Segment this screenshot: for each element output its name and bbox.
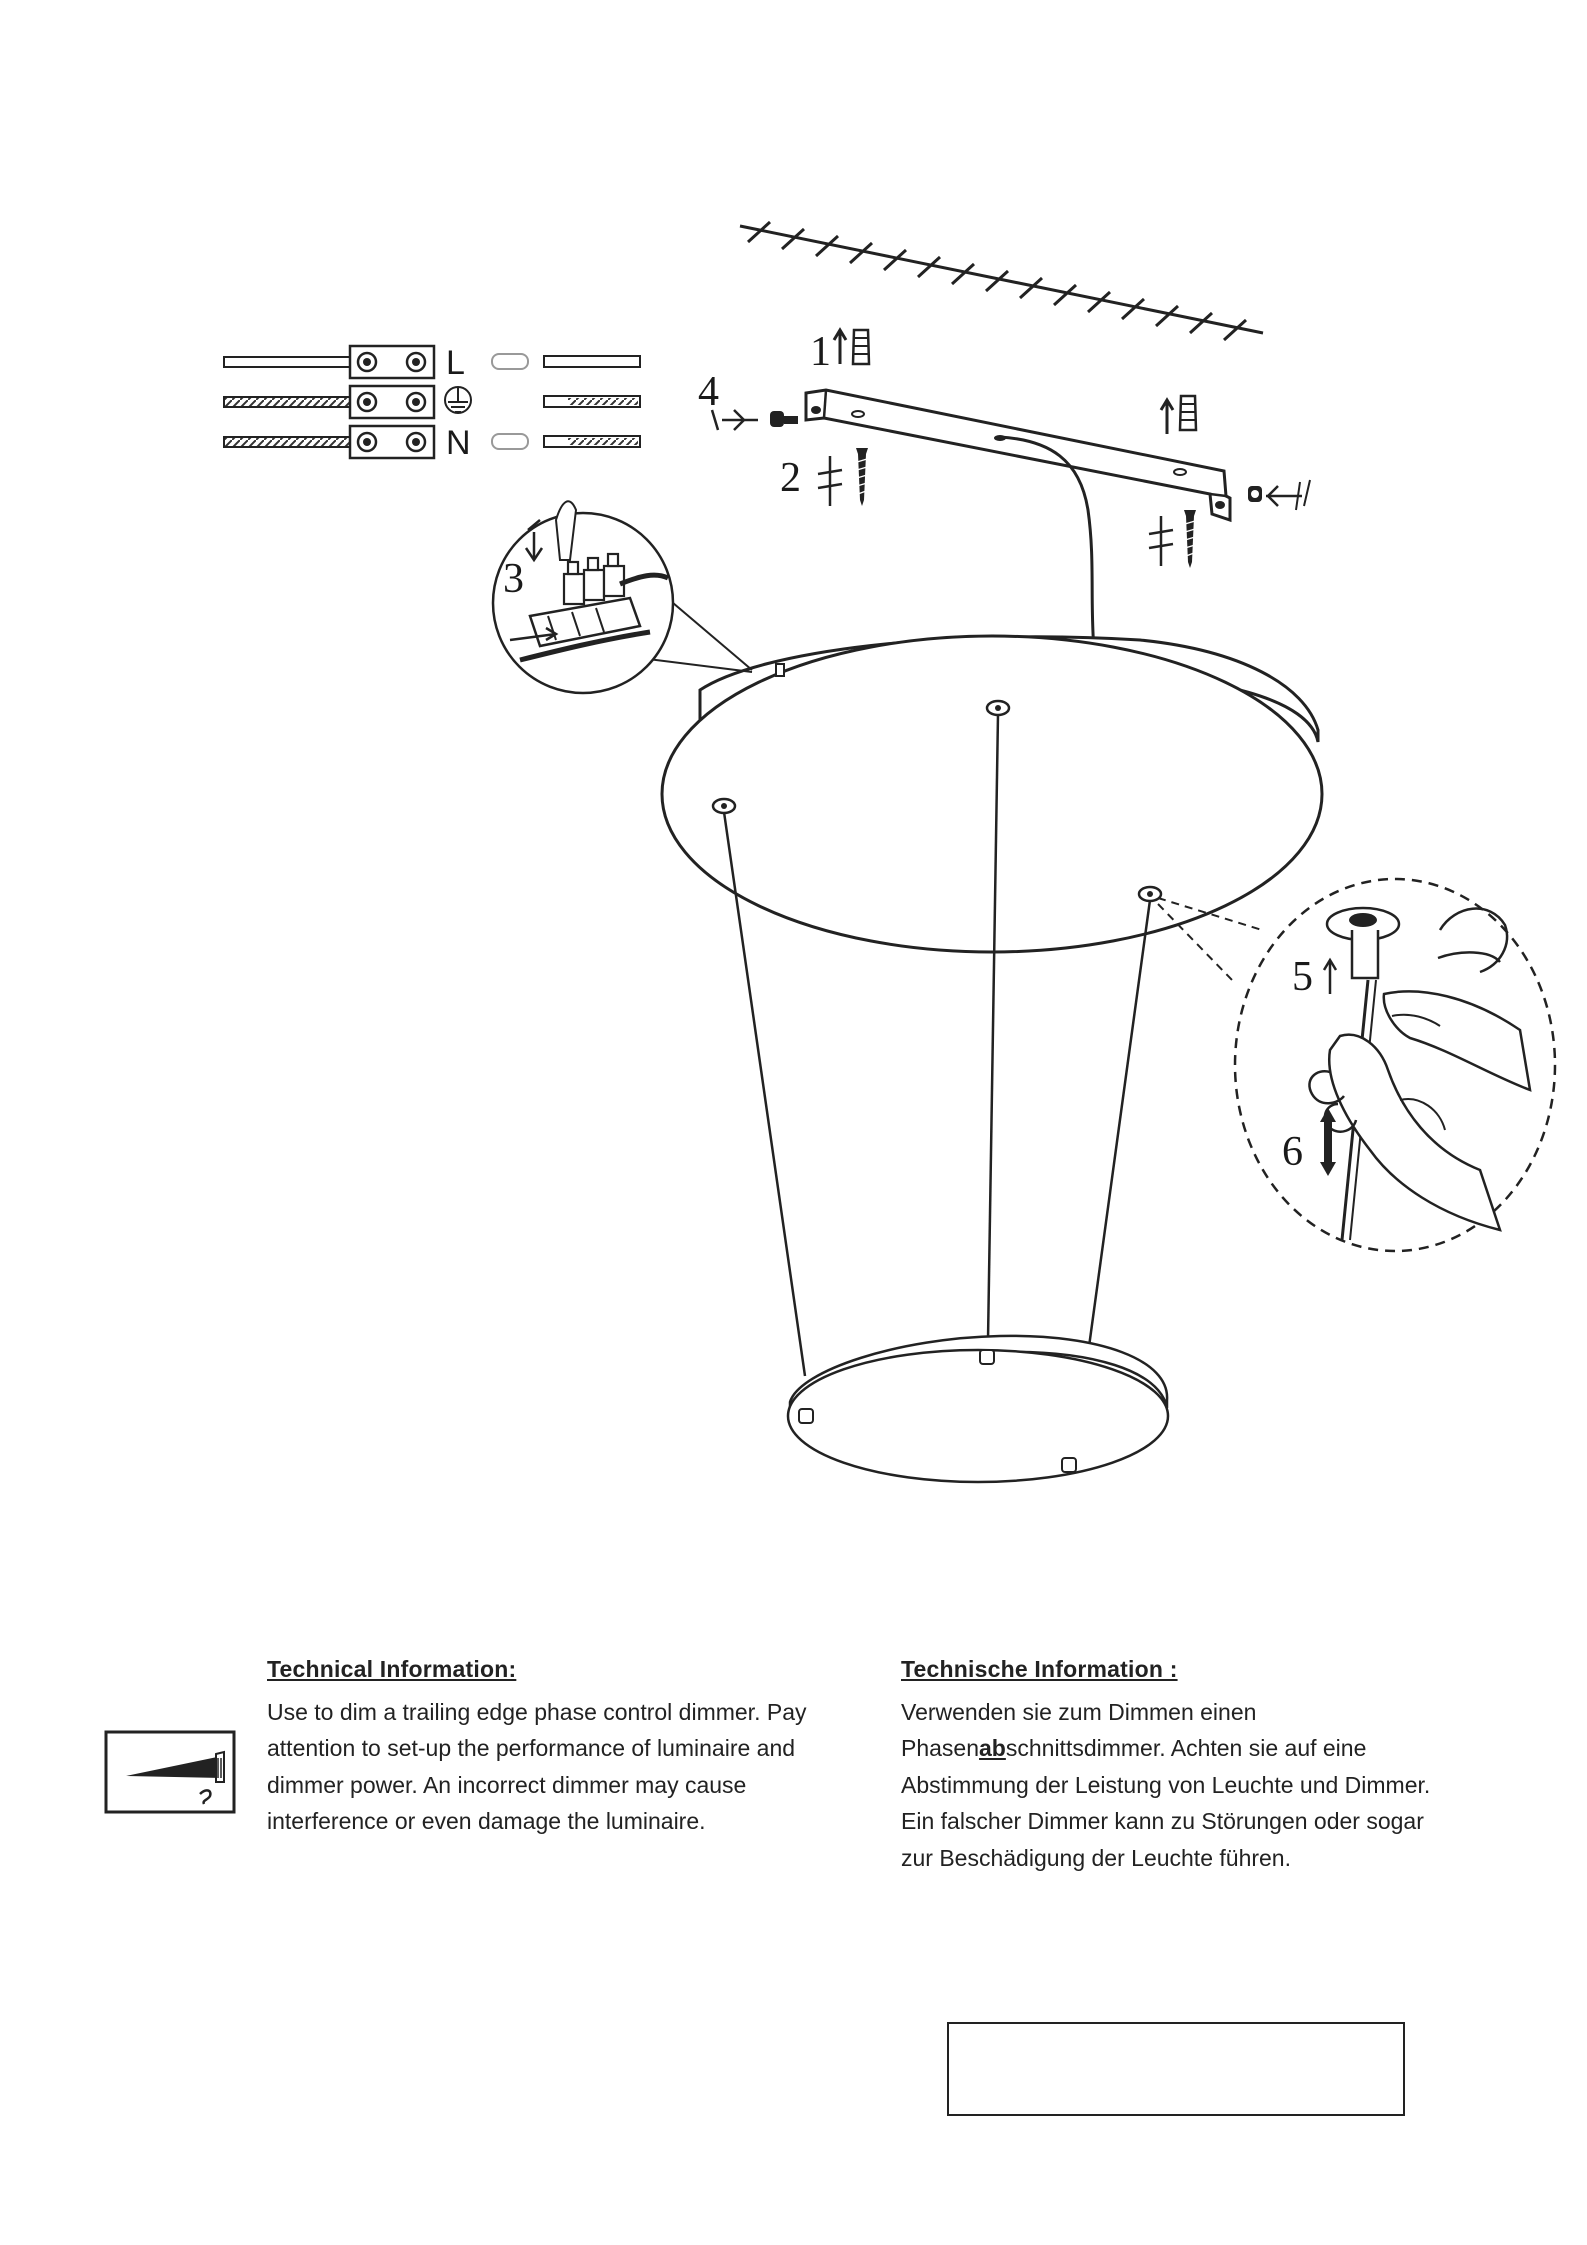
detail-callout-wiring <box>493 501 752 693</box>
step-6-number: 6 <box>1282 1129 1303 1175</box>
info-body-de-part2: schnittsdimmer. Achten sie auf eine Abstimmung der Leistung von Leuchte und Dimmer. Ein falscher Dimmer kann zu Störungen oder sogar zur Beschädigung der Leuchte führen. <box>901 1735 1431 1871</box>
wall-plug-icon <box>853 330 869 364</box>
ceiling <box>740 222 1263 340</box>
terminal-block <box>224 344 640 462</box>
ground-symbol-icon <box>445 387 471 413</box>
info-heading-de: Technische Information : <box>901 1656 1178 1682</box>
led-ring <box>788 1336 1168 1482</box>
terminal-label-live: L <box>446 344 465 382</box>
detail-callout-gripper <box>1158 879 1555 1251</box>
info-body-de-part1: Verwenden sie zum Dimmen einen Phasen <box>901 1698 1257 1761</box>
step-4-number: 4 <box>698 369 719 415</box>
step-1-number: 1 <box>810 329 831 375</box>
info-heading-en: Technical Information: <box>267 1656 517 1682</box>
canopy <box>662 636 1322 952</box>
info-body-de-bold: ab <box>979 1735 1006 1761</box>
step-5-number: 5 <box>1292 954 1313 1000</box>
step-2-number: 2 <box>780 455 801 501</box>
info-body-en: Use to dim a trailing edge phase control dimmer. Pay attention to set-up the performance of luminaire and dimmer power. An incorrect dimmer may cause interference or even damage the luminaire. <box>267 1698 807 1834</box>
technical-information-de <box>901 1651 1461 1876</box>
product-label-box <box>947 2022 1405 2116</box>
technical-information-en <box>267 1651 827 1840</box>
dimmer-ramp-icon <box>104 1730 236 1814</box>
terminal-label-neutral: N <box>446 424 471 462</box>
step-3-number: 3 <box>503 556 524 602</box>
screw-icon <box>856 448 868 506</box>
info-body-de <box>901 1694 1461 1877</box>
